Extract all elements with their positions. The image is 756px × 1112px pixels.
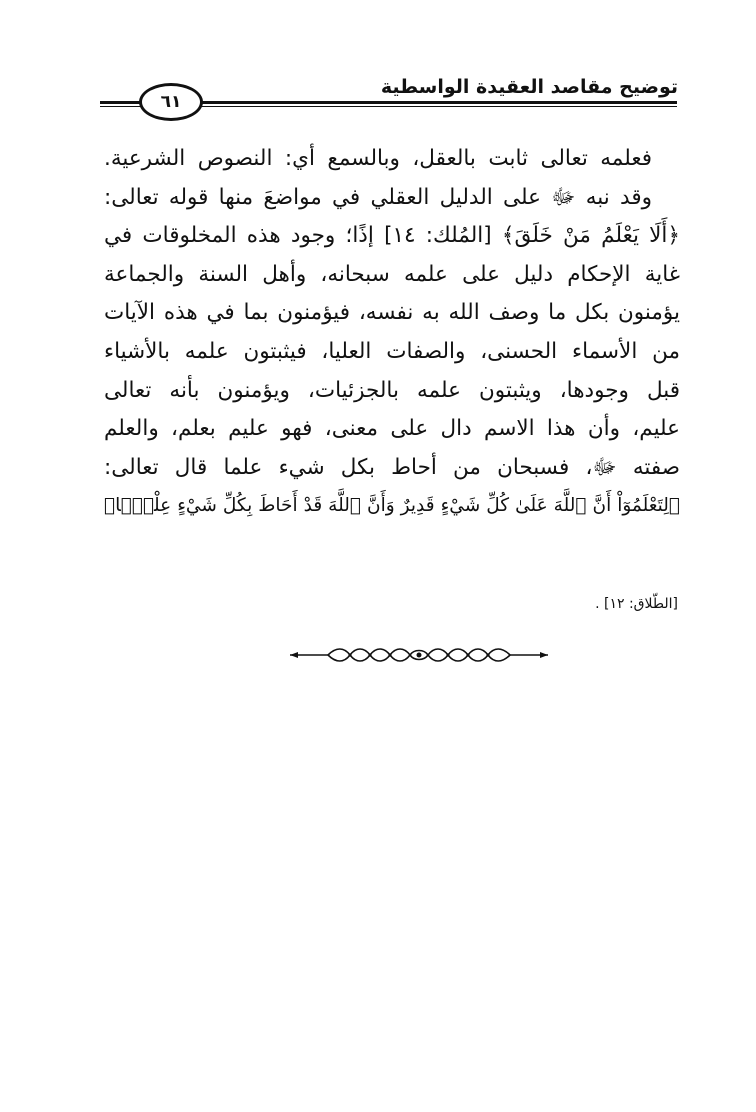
text-line: ﴿أَلَا يَعْلَمُ مَنْ خَلَقَ﴾ [المُلك: ١٤] إذًا؛ وجود هذه المخلوقات في — [104, 223, 680, 249]
page-number: ٦١ — [139, 83, 203, 121]
text-line: وقد نبه ﷻ على الدليل العقلي في مواضعَ منها قوله تعالى: — [104, 184, 652, 210]
text-line: يؤمنون بكل ما وصف الله به نفسه، فيؤمنون بما في هذه الآيات — [104, 300, 680, 326]
text-line: من الأسماء الحسنى، والصفات العليا، فيثبتون علمه بالأشياء — [104, 338, 680, 364]
verse-citation: [الطّلاق: ١٢] . — [595, 596, 678, 612]
text-line: صفته ﷻ، فسبحان من أحاط بكل شيء علما قال تعالى: — [104, 454, 680, 480]
text-line: عليم، وأن هذا الاسم دال على معنى، فهو عليم بعلم، والعلم — [104, 416, 680, 442]
text-line: غاية الإحكام دليل على علمه سبحانه، وأهل السنة والجماعة — [104, 261, 680, 287]
page-body — [104, 140, 680, 526]
ornament-divider-icon — [288, 643, 550, 667]
text-line: قبل وجودها، ويثبتون علمه بالجزئيات، ويؤمنون بأنه تعالى — [104, 377, 680, 403]
book-title: توضيح مقاصد العقيدة الواسطية — [380, 76, 678, 98]
quran-verse-line: ﴿لِتَعْلَمُوٓاْ أَنَّ ٱللَّهَ عَلَىٰ كُلِّ شَيْءٍ قَدِيرٌ وَأَنَّ ٱللَّهَ قَدْ أَحَاطَ بِكُلِّ شَيْءٍ عِلْمَۢا﴾ — [104, 495, 680, 517]
text-line: فعلمه تعالى ثابت بالعقل، وبالسمع أي: النصوص الشرعية. — [104, 146, 652, 171]
